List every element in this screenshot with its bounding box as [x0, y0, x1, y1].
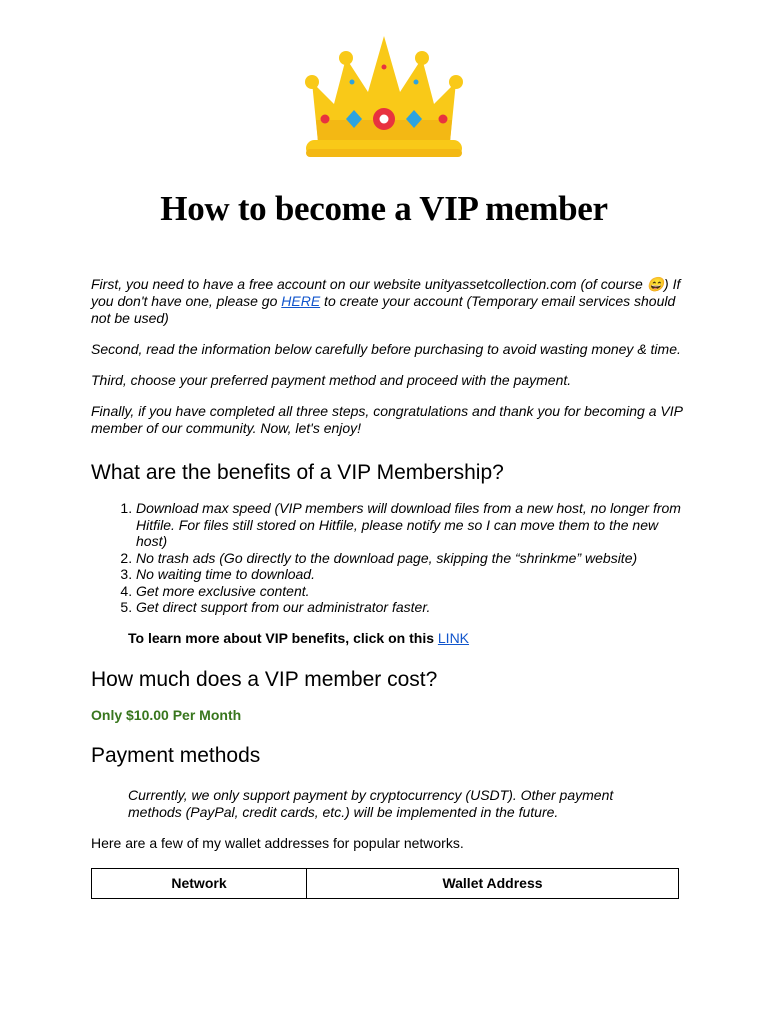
document-body: [91, 276, 683, 899]
crown-icon: [300, 30, 468, 160]
list-item: 4. Get more exclusive content.: [136, 583, 683, 600]
list-item: 1. Download max speed (VIP members will download files from a new host, no longer from Hitfile. For files still stored on Hitfile, please notify me so I can move them to the new host): [136, 500, 683, 550]
page-title: How to become a VIP member: [160, 189, 608, 228]
cost-heading: How much does a VIP member cost?: [91, 667, 438, 691]
list-item: 3. No waiting time to download.: [136, 566, 683, 583]
benefits-link[interactable]: LINK: [437, 629, 470, 646]
here-link[interactable]: HERE: [281, 293, 321, 309]
wallet-address-column-header: Wallet Address: [307, 868, 679, 898]
list-item: 5. Get direct support from our administrator faster.: [136, 599, 683, 616]
learn-more-text: [128, 630, 683, 647]
payment-note: Currently, we only support payment by cryptocurrency (USDT). Other payment methods (PayPal, credit cards, etc.) will be implemented in the future.: [128, 786, 614, 820]
table-header-row: [92, 868, 679, 898]
intro-paragraph-1: [91, 276, 683, 327]
intro-paragraph-3: Third, choose your preferred payment method and proceed with the payment.: [91, 372, 572, 388]
wallet-intro-text: Here are a few of my wallet addresses for popular networks.: [91, 834, 464, 851]
wallet-table: [91, 868, 679, 899]
intro-paragraph-2: Second, read the information below carefully before purchasing to avoid wasting money & time.: [91, 341, 681, 357]
benefits-list: [91, 500, 683, 616]
intro-text-after-link: to create your account (Temporary email services should not be used): [91, 293, 676, 326]
payment-heading: Payment methods: [91, 743, 261, 767]
list-item: 2. No trash ads (Go directly to the download page, skipping the “shrinkme” website): [136, 550, 683, 567]
network-column-header: Network: [92, 868, 307, 898]
learn-more-label: To learn more about VIP benefits, click on this: [128, 629, 438, 646]
intro-paragraph-4: Finally, if you have completed all three steps, congratulations and thank you for becoming a VIP member of our community. Now, let's enjoy!: [91, 403, 683, 436]
benefits-heading: What are the benefits of a VIP Membership?: [91, 461, 504, 484]
price-text: Only $10.00 Per Month: [91, 706, 242, 723]
intro-text-before-link: First, you need to have a free account on our website unityassetcollection.com (of course 😄) If you don't have one, please go: [91, 276, 681, 309]
